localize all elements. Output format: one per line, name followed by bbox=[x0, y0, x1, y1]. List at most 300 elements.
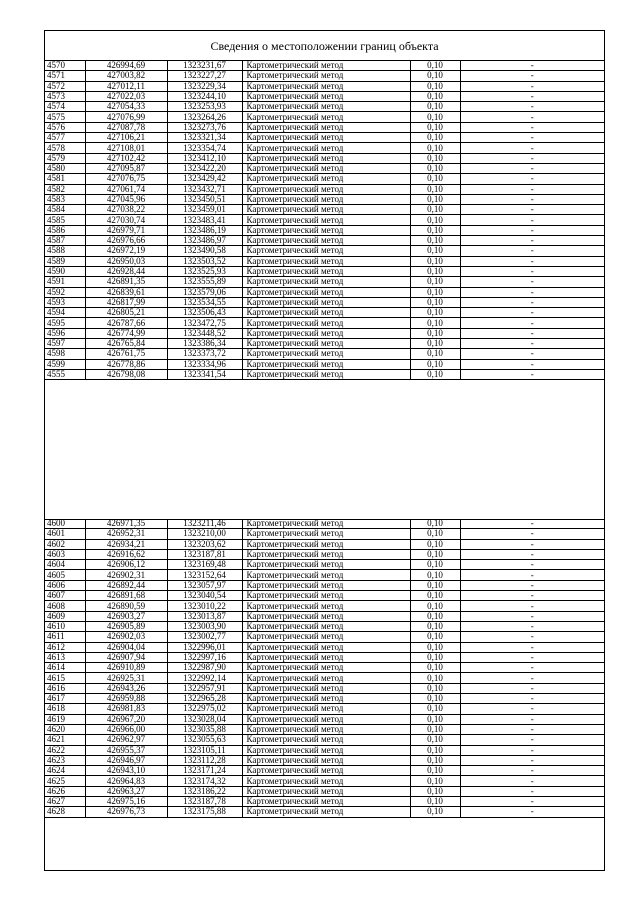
point-number: 4577 bbox=[45, 133, 85, 143]
accuracy-cell: 0,10 bbox=[410, 184, 460, 194]
table-row bbox=[45, 163, 604, 173]
coordinate-x: 426976,73 bbox=[85, 807, 167, 817]
description-cell: - bbox=[460, 308, 604, 318]
table-row bbox=[45, 724, 604, 734]
accuracy-cell: 0,10 bbox=[410, 359, 460, 369]
table-row bbox=[45, 297, 604, 307]
point-number: 4607 bbox=[45, 591, 85, 601]
method-cell: Картометрический метод bbox=[242, 71, 410, 81]
coordinate-x: 426778,86 bbox=[85, 359, 167, 369]
accuracy-cell: 0,10 bbox=[410, 652, 460, 662]
table-row bbox=[45, 601, 604, 611]
method-cell: Картометрический метод bbox=[242, 776, 410, 786]
description-cell: - bbox=[460, 112, 604, 122]
description-cell: - bbox=[460, 632, 604, 642]
table-row bbox=[45, 735, 604, 745]
point-number: 4606 bbox=[45, 580, 85, 590]
coordinate-x: 426817,99 bbox=[85, 297, 167, 307]
coordinate-x: 426934,21 bbox=[85, 539, 167, 549]
coordinate-x: 427076,99 bbox=[85, 112, 167, 122]
coordinate-x: 426946,97 bbox=[85, 755, 167, 765]
description-cell: - bbox=[460, 714, 604, 724]
point-number: 4623 bbox=[45, 755, 85, 765]
coordinate-x: 426952,31 bbox=[85, 529, 167, 539]
point-number: 4603 bbox=[45, 549, 85, 559]
point-number: 4605 bbox=[45, 570, 85, 580]
method-cell: Картометрический метод bbox=[242, 755, 410, 765]
method-cell: Картометрический метод bbox=[242, 642, 410, 652]
coordinates-table-group-2 bbox=[45, 519, 604, 818]
table-row bbox=[45, 339, 604, 349]
method-cell: Картометрический метод bbox=[242, 673, 410, 683]
accuracy-cell: 0,10 bbox=[410, 369, 460, 379]
coordinate-x: 426890,59 bbox=[85, 601, 167, 611]
coordinate-x: 426959,88 bbox=[85, 694, 167, 704]
method-cell: Картометрический метод bbox=[242, 277, 410, 287]
description-cell: - bbox=[460, 174, 604, 184]
method-cell: Картометрический метод bbox=[242, 349, 410, 359]
coordinate-y: 1323203,62 bbox=[167, 539, 242, 549]
method-cell: Картометрический метод bbox=[242, 519, 410, 529]
coordinate-y: 1323506,43 bbox=[167, 308, 242, 318]
table-row bbox=[45, 246, 604, 256]
point-number: 4582 bbox=[45, 184, 85, 194]
coordinates-table-group-1 bbox=[45, 61, 604, 380]
table-row bbox=[45, 683, 604, 693]
coordinate-y: 1323211,46 bbox=[167, 519, 242, 529]
description-cell: - bbox=[460, 256, 604, 266]
table-row bbox=[45, 776, 604, 786]
accuracy-cell: 0,10 bbox=[410, 755, 460, 765]
table-row bbox=[45, 194, 604, 204]
point-number: 4593 bbox=[45, 297, 85, 307]
description-cell: - bbox=[460, 163, 604, 173]
point-number: 4628 bbox=[45, 807, 85, 817]
coordinate-x: 426904,04 bbox=[85, 642, 167, 652]
coordinate-y: 1323013,87 bbox=[167, 611, 242, 621]
point-number: 4595 bbox=[45, 318, 85, 328]
table-row bbox=[45, 694, 604, 704]
point-number: 4610 bbox=[45, 621, 85, 631]
table-row bbox=[45, 143, 604, 153]
accuracy-cell: 0,10 bbox=[410, 704, 460, 714]
coordinate-y: 1322975,02 bbox=[167, 704, 242, 714]
table-row bbox=[45, 112, 604, 122]
coordinate-x: 426994,69 bbox=[85, 61, 167, 71]
point-number: 4589 bbox=[45, 256, 85, 266]
accuracy-cell: 0,10 bbox=[410, 318, 460, 328]
coordinate-x: 426903,27 bbox=[85, 611, 167, 621]
coordinate-x: 427054,33 bbox=[85, 102, 167, 112]
description-cell: - bbox=[460, 601, 604, 611]
point-number: 4590 bbox=[45, 266, 85, 276]
point-number: 4619 bbox=[45, 714, 85, 724]
description-cell: - bbox=[460, 287, 604, 297]
method-cell: Картометрический метод bbox=[242, 205, 410, 215]
accuracy-cell: 0,10 bbox=[410, 632, 460, 642]
accuracy-cell: 0,10 bbox=[410, 61, 460, 71]
table-row bbox=[45, 539, 604, 549]
coordinate-x: 426981,83 bbox=[85, 704, 167, 714]
accuracy-cell: 0,10 bbox=[410, 205, 460, 215]
coordinate-x: 426962,97 bbox=[85, 735, 167, 745]
method-cell: Картометрический метод bbox=[242, 133, 410, 143]
table-row bbox=[45, 642, 604, 652]
accuracy-cell: 0,10 bbox=[410, 673, 460, 683]
coordinate-x: 426902,03 bbox=[85, 632, 167, 642]
table-row bbox=[45, 318, 604, 328]
accuracy-cell: 0,10 bbox=[410, 71, 460, 81]
description-cell: - bbox=[460, 755, 604, 765]
table-row bbox=[45, 369, 604, 379]
accuracy-cell: 0,10 bbox=[410, 549, 460, 559]
table-row bbox=[45, 184, 604, 194]
table-row bbox=[45, 91, 604, 101]
coordinate-x: 426950,03 bbox=[85, 256, 167, 266]
description-cell: - bbox=[460, 205, 604, 215]
table-row bbox=[45, 570, 604, 580]
coordinate-x: 426787,66 bbox=[85, 318, 167, 328]
coordinate-x: 427030,74 bbox=[85, 215, 167, 225]
description-cell: - bbox=[460, 519, 604, 529]
table-row bbox=[45, 102, 604, 112]
method-cell: Картометрический метод bbox=[242, 318, 410, 328]
coordinate-y: 1323210,00 bbox=[167, 529, 242, 539]
coordinate-y: 1322987,90 bbox=[167, 663, 242, 673]
description-cell: - bbox=[460, 318, 604, 328]
method-cell: Картометрический метод bbox=[242, 529, 410, 539]
method-cell: Картометрический метод bbox=[242, 225, 410, 235]
method-cell: Картометрический метод bbox=[242, 163, 410, 173]
coordinate-x: 427038,22 bbox=[85, 205, 167, 215]
method-cell: Картометрический метод bbox=[242, 786, 410, 796]
coordinate-y: 1323227,27 bbox=[167, 71, 242, 81]
accuracy-cell: 0,10 bbox=[410, 256, 460, 266]
coordinate-y: 1323040,54 bbox=[167, 591, 242, 601]
description-cell: - bbox=[460, 194, 604, 204]
accuracy-cell: 0,10 bbox=[410, 735, 460, 745]
method-cell: Картометрический метод bbox=[242, 663, 410, 673]
method-cell: Картометрический метод bbox=[242, 797, 410, 807]
table-row bbox=[45, 621, 604, 631]
method-cell: Картометрический метод bbox=[242, 153, 410, 163]
coordinate-y: 1323354,74 bbox=[167, 143, 242, 153]
point-number: 4570 bbox=[45, 61, 85, 71]
table-row bbox=[45, 673, 604, 683]
point-number: 4608 bbox=[45, 601, 85, 611]
table-row bbox=[45, 755, 604, 765]
table-row bbox=[45, 153, 604, 163]
description-cell: - bbox=[460, 570, 604, 580]
description-cell: - bbox=[460, 153, 604, 163]
table-row bbox=[45, 133, 604, 143]
method-cell: Картометрический метод bbox=[242, 246, 410, 256]
coordinate-x: 427076,75 bbox=[85, 174, 167, 184]
accuracy-cell: 0,10 bbox=[410, 215, 460, 225]
point-number: 4614 bbox=[45, 663, 85, 673]
accuracy-cell: 0,10 bbox=[410, 776, 460, 786]
coordinate-x: 426761,75 bbox=[85, 349, 167, 359]
table-row bbox=[45, 560, 604, 570]
table-row bbox=[45, 174, 604, 184]
method-cell: Картометрический метод bbox=[242, 81, 410, 91]
description-cell: - bbox=[460, 91, 604, 101]
point-number: 4611 bbox=[45, 632, 85, 642]
description-cell: - bbox=[460, 611, 604, 621]
method-cell: Картометрический метод bbox=[242, 122, 410, 132]
method-cell: Картометрический метод bbox=[242, 621, 410, 631]
method-cell: Картометрический метод bbox=[242, 549, 410, 559]
coordinate-y: 1323341,54 bbox=[167, 369, 242, 379]
point-number: 4578 bbox=[45, 143, 85, 153]
table-row bbox=[45, 122, 604, 132]
description-cell: - bbox=[460, 786, 604, 796]
table-row bbox=[45, 529, 604, 539]
method-cell: Картометрический метод bbox=[242, 570, 410, 580]
coordinate-x: 426964,83 bbox=[85, 776, 167, 786]
point-number: 4592 bbox=[45, 287, 85, 297]
description-cell: - bbox=[460, 642, 604, 652]
description-cell: - bbox=[460, 673, 604, 683]
description-cell: - bbox=[460, 704, 604, 714]
method-cell: Картометрический метод bbox=[242, 807, 410, 817]
method-cell: Картометрический метод bbox=[242, 91, 410, 101]
coordinate-x: 426963,27 bbox=[85, 786, 167, 796]
accuracy-cell: 0,10 bbox=[410, 591, 460, 601]
description-cell: - bbox=[460, 236, 604, 246]
coordinate-x: 426905,89 bbox=[85, 621, 167, 631]
point-number: 4602 bbox=[45, 539, 85, 549]
point-number: 4583 bbox=[45, 194, 85, 204]
table-row bbox=[45, 266, 604, 276]
coordinate-x: 427102,42 bbox=[85, 153, 167, 163]
method-cell: Картометрический метод bbox=[242, 256, 410, 266]
coordinate-x: 426892,44 bbox=[85, 580, 167, 590]
coordinate-y: 1323503,52 bbox=[167, 256, 242, 266]
description-cell: - bbox=[460, 797, 604, 807]
table-row bbox=[45, 714, 604, 724]
point-number: 4585 bbox=[45, 215, 85, 225]
coordinate-y: 1323448,52 bbox=[167, 328, 242, 338]
point-number: 4572 bbox=[45, 81, 85, 91]
coordinate-y: 1323174,32 bbox=[167, 776, 242, 786]
table-row bbox=[45, 277, 604, 287]
description-cell: - bbox=[460, 81, 604, 91]
description-cell: - bbox=[460, 766, 604, 776]
accuracy-cell: 0,10 bbox=[410, 143, 460, 153]
table-row bbox=[45, 215, 604, 225]
coordinate-y: 1323555,89 bbox=[167, 277, 242, 287]
point-number: 4586 bbox=[45, 225, 85, 235]
boundary-coordinates-sheet bbox=[44, 30, 605, 871]
description-cell: - bbox=[460, 745, 604, 755]
point-number: 4587 bbox=[45, 236, 85, 246]
accuracy-cell: 0,10 bbox=[410, 642, 460, 652]
accuracy-cell: 0,10 bbox=[410, 724, 460, 734]
description-cell: - bbox=[460, 529, 604, 539]
coordinate-x: 426943,26 bbox=[85, 683, 167, 693]
coordinate-x: 426979,71 bbox=[85, 225, 167, 235]
coordinate-x: 426907,94 bbox=[85, 652, 167, 662]
table-row bbox=[45, 61, 604, 71]
description-cell: - bbox=[460, 776, 604, 786]
method-cell: Картометрический метод bbox=[242, 236, 410, 246]
accuracy-cell: 0,10 bbox=[410, 539, 460, 549]
method-cell: Картометрический метод bbox=[242, 143, 410, 153]
point-number: 4576 bbox=[45, 122, 85, 132]
method-cell: Картометрический метод bbox=[242, 591, 410, 601]
table-row bbox=[45, 766, 604, 776]
point-number: 4601 bbox=[45, 529, 85, 539]
description-cell: - bbox=[460, 143, 604, 153]
table-row bbox=[45, 797, 604, 807]
table-row bbox=[45, 652, 604, 662]
coordinate-x: 426902,31 bbox=[85, 570, 167, 580]
accuracy-cell: 0,10 bbox=[410, 570, 460, 580]
point-number: 4616 bbox=[45, 683, 85, 693]
method-cell: Картометрический метод bbox=[242, 328, 410, 338]
table-row bbox=[45, 591, 604, 601]
point-number: 4597 bbox=[45, 339, 85, 349]
coordinate-y: 1322997,16 bbox=[167, 652, 242, 662]
coordinate-y: 1323450,51 bbox=[167, 194, 242, 204]
method-cell: Картометрический метод bbox=[242, 601, 410, 611]
description-cell: - bbox=[460, 549, 604, 559]
description-cell: - bbox=[460, 133, 604, 143]
coordinate-y: 1323231,67 bbox=[167, 61, 242, 71]
accuracy-cell: 0,10 bbox=[410, 122, 460, 132]
accuracy-cell: 0,10 bbox=[410, 81, 460, 91]
group-separator bbox=[45, 490, 604, 520]
method-cell: Картометрический метод bbox=[242, 102, 410, 112]
table-row bbox=[45, 328, 604, 338]
method-cell: Картометрический метод bbox=[242, 714, 410, 724]
description-cell: - bbox=[460, 591, 604, 601]
description-cell: - bbox=[460, 539, 604, 549]
coordinate-y: 1323534,55 bbox=[167, 297, 242, 307]
accuracy-cell: 0,10 bbox=[410, 601, 460, 611]
description-cell: - bbox=[460, 807, 604, 817]
accuracy-cell: 0,10 bbox=[410, 163, 460, 173]
method-cell: Картометрический метод bbox=[242, 61, 410, 71]
method-cell: Картометрический метод bbox=[242, 308, 410, 318]
coordinate-y: 1323244,10 bbox=[167, 91, 242, 101]
coordinate-x: 426891,68 bbox=[85, 591, 167, 601]
method-cell: Картометрический метод bbox=[242, 297, 410, 307]
point-number: 4571 bbox=[45, 71, 85, 81]
coordinate-y: 1323321,34 bbox=[167, 133, 242, 143]
method-cell: Картометрический метод bbox=[242, 287, 410, 297]
method-cell: Картометрический метод bbox=[242, 735, 410, 745]
accuracy-cell: 0,10 bbox=[410, 349, 460, 359]
coordinate-y: 1323432,71 bbox=[167, 184, 242, 194]
description-cell: - bbox=[460, 359, 604, 369]
method-cell: Картометрический метод bbox=[242, 766, 410, 776]
point-number: 4626 bbox=[45, 786, 85, 796]
accuracy-cell: 0,10 bbox=[410, 807, 460, 817]
coordinate-y: 1323253,93 bbox=[167, 102, 242, 112]
accuracy-cell: 0,10 bbox=[410, 560, 460, 570]
table-row bbox=[45, 287, 604, 297]
table-row bbox=[45, 81, 604, 91]
accuracy-cell: 0,10 bbox=[410, 580, 460, 590]
accuracy-cell: 0,10 bbox=[410, 277, 460, 287]
point-number: 4624 bbox=[45, 766, 85, 776]
point-number: 4584 bbox=[45, 205, 85, 215]
coordinate-y: 1323334,96 bbox=[167, 359, 242, 369]
accuracy-cell: 0,10 bbox=[410, 174, 460, 184]
method-cell: Картометрический метод bbox=[242, 560, 410, 570]
point-number: 4617 bbox=[45, 694, 85, 704]
accuracy-cell: 0,10 bbox=[410, 246, 460, 256]
point-number: 4604 bbox=[45, 560, 85, 570]
accuracy-cell: 0,10 bbox=[410, 339, 460, 349]
accuracy-cell: 0,10 bbox=[410, 102, 460, 112]
coordinate-y: 1323429,42 bbox=[167, 174, 242, 184]
coordinate-x: 426910,89 bbox=[85, 663, 167, 673]
method-cell: Картометрический метод bbox=[242, 194, 410, 204]
point-number: 4618 bbox=[45, 704, 85, 714]
coordinate-y: 1322957,91 bbox=[167, 683, 242, 693]
description-cell: - bbox=[460, 735, 604, 745]
point-number: 4580 bbox=[45, 163, 85, 173]
coordinate-x: 427061,74 bbox=[85, 184, 167, 194]
table-row bbox=[45, 71, 604, 81]
point-number: 4627 bbox=[45, 797, 85, 807]
point-number: 4591 bbox=[45, 277, 85, 287]
point-number: 4620 bbox=[45, 724, 85, 734]
point-number: 4600 bbox=[45, 519, 85, 529]
coordinate-y: 1323373,72 bbox=[167, 349, 242, 359]
coordinate-x: 427045,96 bbox=[85, 194, 167, 204]
point-number: 4621 bbox=[45, 735, 85, 745]
accuracy-cell: 0,10 bbox=[410, 91, 460, 101]
description-cell: - bbox=[460, 724, 604, 734]
table-row bbox=[45, 786, 604, 796]
method-cell: Картометрический метод bbox=[242, 611, 410, 621]
point-number: 4598 bbox=[45, 349, 85, 359]
point-number: 4581 bbox=[45, 174, 85, 184]
method-cell: Картометрический метод bbox=[242, 652, 410, 662]
point-number: 4612 bbox=[45, 642, 85, 652]
coordinate-y: 1323152,64 bbox=[167, 570, 242, 580]
coordinate-y: 1323486,97 bbox=[167, 236, 242, 246]
method-cell: Картометрический метод bbox=[242, 339, 410, 349]
table-row bbox=[45, 236, 604, 246]
point-number: 4574 bbox=[45, 102, 85, 112]
table-row bbox=[45, 349, 604, 359]
accuracy-cell: 0,10 bbox=[410, 112, 460, 122]
description-cell: - bbox=[460, 349, 604, 359]
description-cell: - bbox=[460, 683, 604, 693]
method-cell: Картометрический метод bbox=[242, 580, 410, 590]
coordinate-y: 1323112,28 bbox=[167, 755, 242, 765]
method-cell: Картометрический метод bbox=[242, 745, 410, 755]
description-cell: - bbox=[460, 297, 604, 307]
point-number: 4625 bbox=[45, 776, 85, 786]
coordinate-y: 1323057,97 bbox=[167, 580, 242, 590]
coordinate-y: 1323229,34 bbox=[167, 81, 242, 91]
coordinate-x: 426906,12 bbox=[85, 560, 167, 570]
coordinate-y: 1323003,90 bbox=[167, 621, 242, 631]
coordinate-x: 426916,62 bbox=[85, 549, 167, 559]
coordinate-x: 426925,31 bbox=[85, 673, 167, 683]
table-row bbox=[45, 308, 604, 318]
description-cell: - bbox=[460, 266, 604, 276]
accuracy-cell: 0,10 bbox=[410, 133, 460, 143]
coordinate-x: 426805,21 bbox=[85, 308, 167, 318]
table-row bbox=[45, 704, 604, 714]
